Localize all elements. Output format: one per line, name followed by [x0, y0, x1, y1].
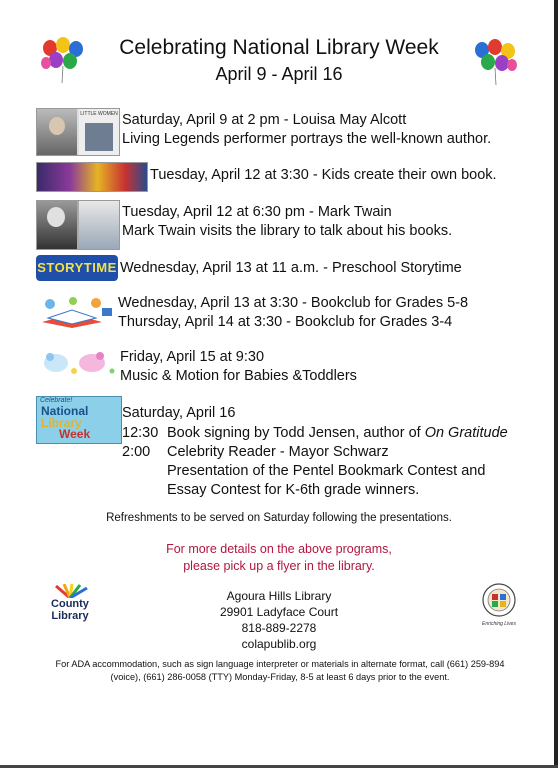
saturday-heading: Saturday, April 16	[122, 405, 236, 421]
event-3-line1: Tuesday, April 12 at 6:30 pm - Mark Twain	[122, 204, 392, 220]
nlw-thumbnail	[36, 396, 122, 444]
ada-notice	[30, 658, 530, 684]
event-2-line1: Tuesday, April 12 at 3:30 - Kids create their own book.	[150, 167, 497, 183]
storytime-thumbnail	[36, 255, 118, 281]
saturday-time-1230: 12:30	[122, 425, 159, 441]
page-dates: April 9 - April 16	[215, 64, 343, 84]
event-5-line2: Thursday, April 14 at 3:30 - Bookclub for Grades 3-4	[118, 314, 453, 330]
more-details-line1: For more details on the above programs,	[166, 542, 392, 556]
book-title: On Gratitude	[424, 425, 508, 441]
seal-icon	[478, 583, 520, 617]
event-3-line2: Mark Twain visits the library to talk about his books.	[122, 223, 453, 239]
event-6-line2: Music & Motion for Babies &Toddlers	[120, 368, 357, 384]
refreshments-note: Refreshments to be served on Saturday following the presentations.	[106, 512, 452, 524]
event-5-line1: Wednesday, April 13 at 3:30 - Bookclub for Grades 5-8	[118, 295, 469, 311]
saturday-presentation: Presentation of the Pentel Bookmark Contest and	[167, 463, 486, 479]
saturday-time-200: 2:00	[122, 444, 151, 460]
nlw-library: Library	[41, 416, 82, 430]
library-web: colapublib.org	[241, 637, 317, 651]
more-details-note	[0, 541, 558, 575]
event-4-line1: Wednesday, April 13 at 11 a.m. - Preschool Storytime	[120, 260, 462, 276]
event-1-line1: Saturday, April 9 at 2 pm - Louisa May Alcott	[122, 112, 407, 128]
little-women-label: LITTLE WOMEN	[80, 111, 118, 117]
library-street: 29901 Ladyface Court	[219, 605, 339, 619]
ada-line2: (voice), (661) 286-0058 (TTY) Monday-Friday, 8-5 at least 6 days prior to the event.	[110, 672, 450, 682]
saturday-essay-contest: Essay Contest for K-6th grade winners.	[167, 482, 420, 498]
county-seal	[478, 583, 520, 625]
nlw-celebrate: Celebrate!	[40, 397, 73, 404]
storytime-label: STORYTIME	[37, 260, 117, 275]
ada-line1: For ADA accommodation, such as sign language interpreter or materials in alternate format, call (661) 259-894	[55, 659, 505, 669]
library-phone: 818-889-2278	[241, 621, 317, 635]
craft-supplies-thumbnail	[36, 162, 148, 192]
library-name: Agoura Hills Library	[226, 589, 332, 603]
alcott-thumbnail	[36, 108, 120, 156]
page-title: Celebrating National Library Week	[119, 36, 439, 59]
nlw-week: Week	[59, 427, 91, 441]
bookclub-thumbnail	[36, 294, 114, 330]
saturday-celebrity-reader: Celebrity Reader - Mayor Schwarz	[167, 444, 389, 460]
music-motion-thumbnail	[36, 345, 118, 379]
seal-motto: Enriching Lives	[482, 621, 516, 627]
saturday-book-signing	[167, 423, 508, 443]
library-address-block	[0, 588, 558, 652]
book-signing-text: Book signing by Todd Jensen, author of	[167, 425, 425, 441]
event-6-line1: Friday, April 15 at 9:30	[120, 349, 265, 365]
nlw-national: National	[41, 404, 89, 418]
logo-library: Library	[51, 610, 89, 622]
event-1-line2: Living Legends performer portrays the well-known author.	[122, 131, 492, 147]
logo-county: County	[51, 598, 89, 610]
more-details-line2: please pick up a flyer in the library.	[183, 559, 375, 573]
scan-edge-right	[554, 0, 558, 768]
twain-thumbnail	[36, 200, 120, 250]
